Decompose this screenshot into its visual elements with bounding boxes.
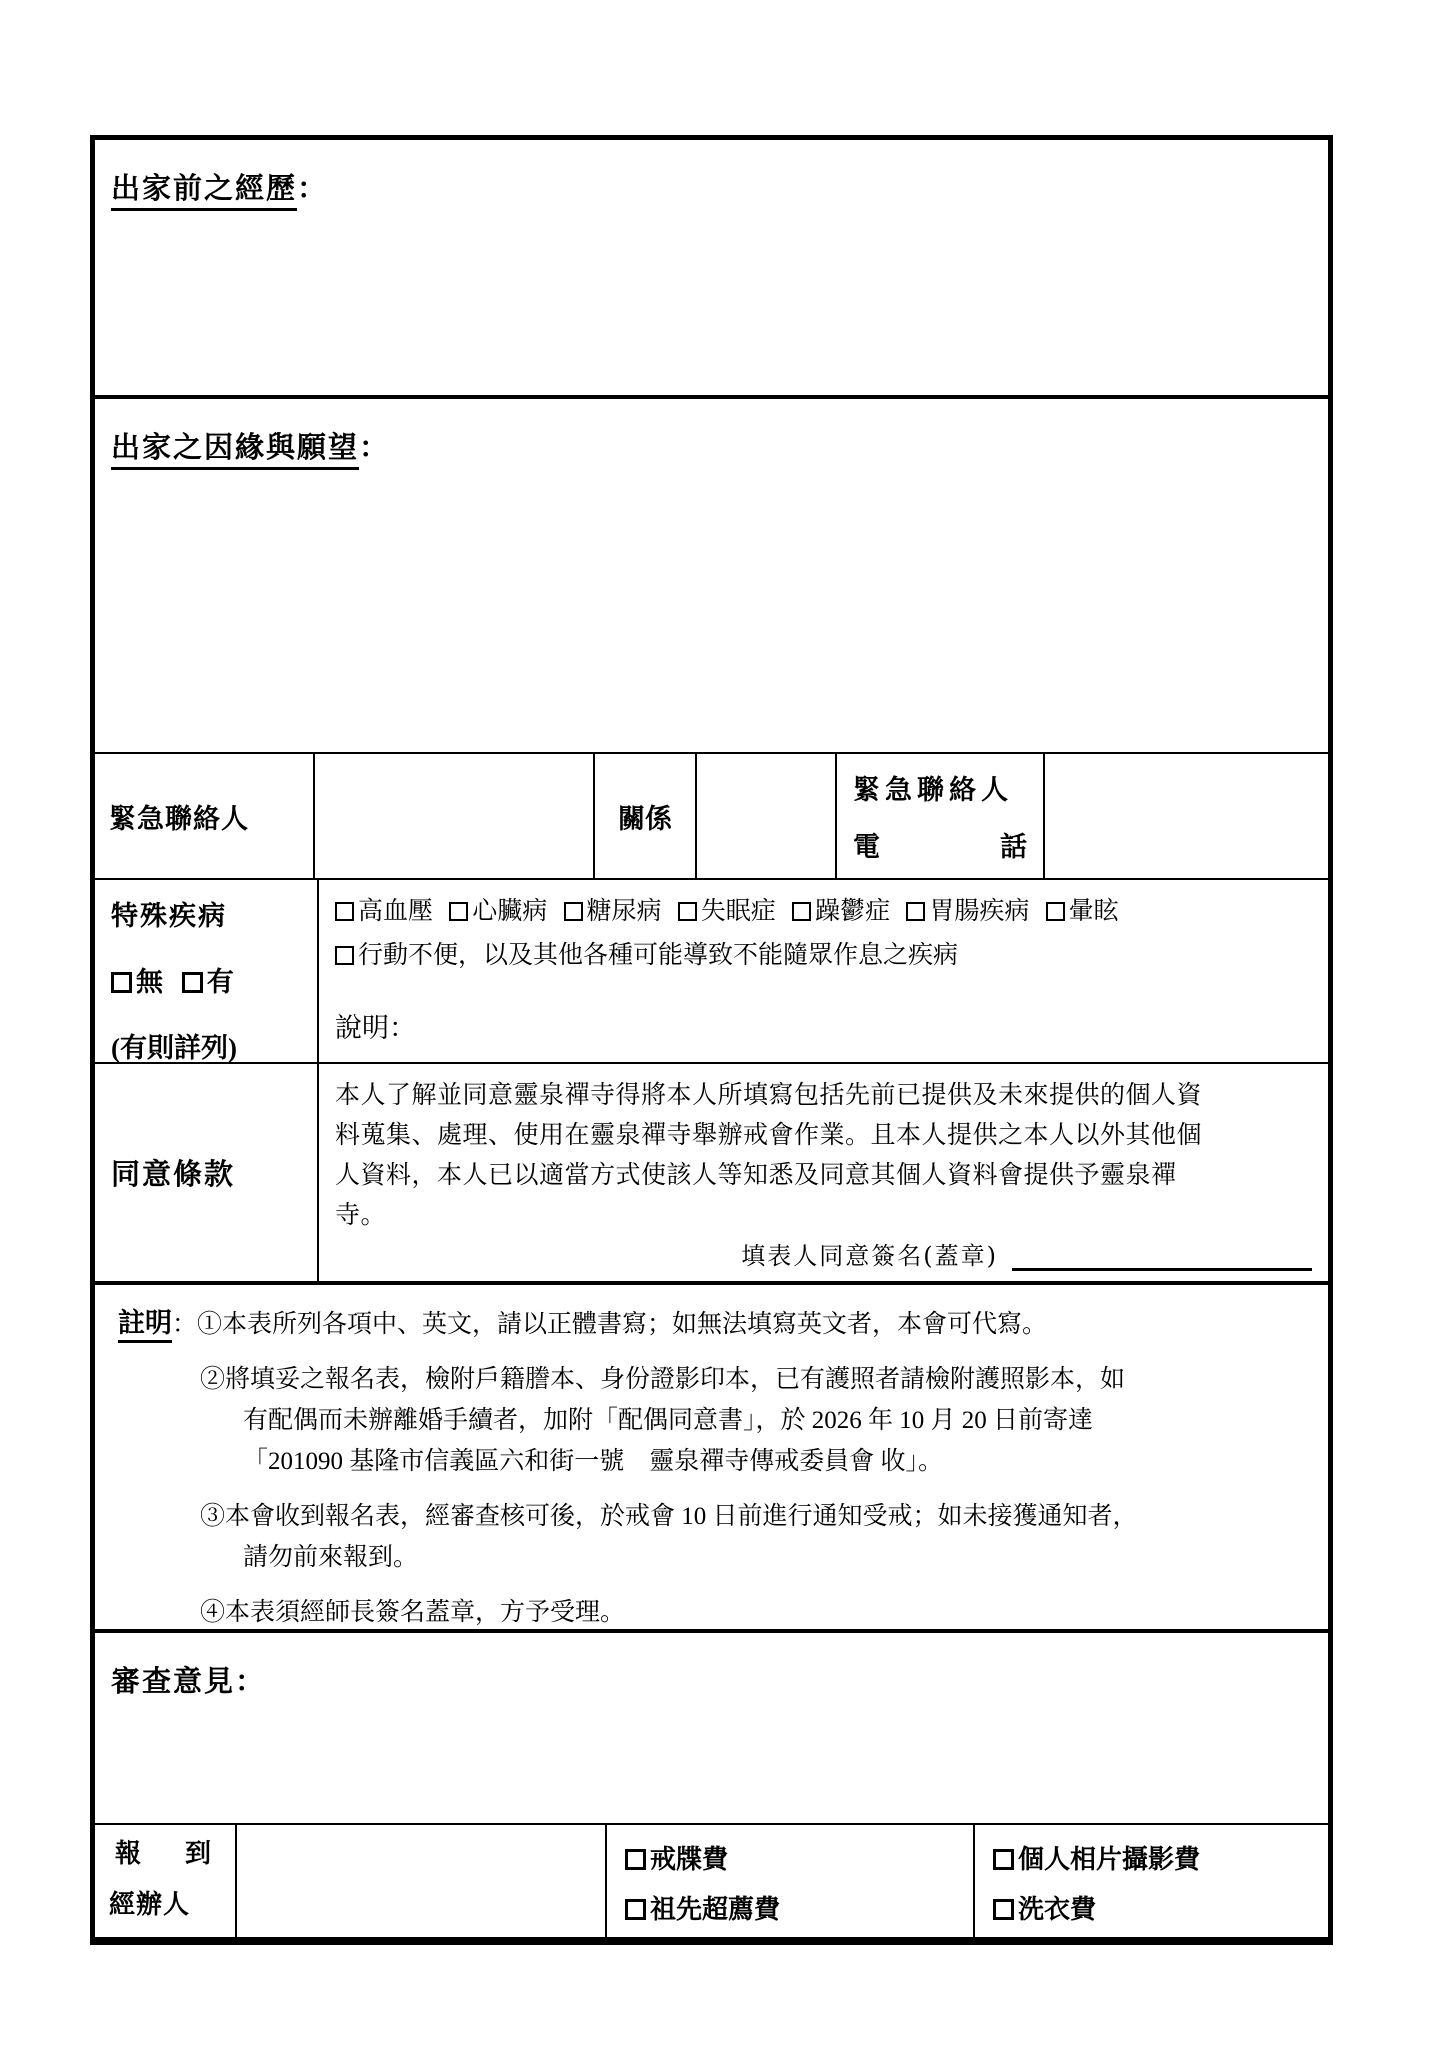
disease-item-label: 糖尿病 [586,897,662,925]
phone-label-line1: 緊急聯絡人 [853,775,1013,806]
note-item-2-line-1: ②將填妥之報名表，檢附戶籍謄本、身份證影印本，已有護照者請檢附護照影本，如 [200,1365,1126,1393]
checkbox-bipolar-disorder[interactable] [792,902,811,921]
checkbox-gastrointestinal[interactable] [906,902,925,921]
signature-label: 填表人同意簽名(蓋章) [741,1241,998,1270]
checkbox-insomnia[interactable] [678,902,697,921]
disease-explain-field[interactable] [335,1006,1328,1045]
disease-has-label: 有 [206,966,234,997]
note-item-2-line-3: 「201090 基隆市信義區六和街一號 靈泉禪寺傳戒委員會 收」。 [243,1447,944,1475]
colon: ： [235,1665,267,1698]
disease-detail-note: (有則詳列) [111,1032,237,1063]
fee-label: 祖先超薦費 [650,1894,781,1924]
fee-line [993,1885,1328,1935]
checkin-operator-label [95,1825,235,1937]
colon: ： [359,431,391,464]
checkbox-disease-none[interactable] [111,972,132,993]
consent-terms-row [95,1062,1328,1281]
review-opinion-title [111,1659,1328,1700]
ordination-aspiration-label: 出家之因緣與願望 [111,432,359,470]
fee-line [625,1885,973,1935]
checkbox-ancestor-ceremony-fee[interactable] [625,1899,646,1920]
emergency-contact-row [95,752,1328,877]
fee-label: 洗衣費 [1018,1894,1097,1924]
checkbox-diabetes[interactable] [564,902,583,921]
special-disease-row [95,878,1328,1062]
disease-item-label: 高血壓 [358,897,434,925]
disease-item-label: 躁鬱症 [815,897,891,925]
checkin-label-line2: 經辦人 [109,1889,191,1919]
pre-ordination-experience-title [111,166,1328,207]
review-opinion-label: 審查意見 [111,1665,236,1698]
phone-char-first: 電 [853,832,880,863]
checkbox-heart-disease[interactable] [449,902,468,921]
fee-label: 個人相片攝影費 [1018,1844,1201,1874]
signature-row [335,1236,1318,1271]
note-item-3-line-2: 請勿前來報到。 [243,1543,419,1571]
checkbox-disease-has[interactable] [182,972,203,993]
checkbox-personal-photo-fee[interactable] [993,1849,1014,1870]
checkbox-vertigo[interactable] [1046,902,1065,921]
checkin-row [95,1823,1328,1937]
checkin-char-first: 報 [115,1838,142,1868]
fees-column-2 [973,1825,1328,1937]
section-pre-ordination-experience[interactable] [95,140,1328,395]
note-item-4: ④本表須經師長簽名蓋章，方予受理。 [200,1598,626,1626]
disease-item-label: 暈眩 [1068,897,1119,925]
section-review-opinion[interactable] [95,1629,1328,1823]
phone-char-last: 話 [1000,832,1027,863]
disease-other-label: 行動不便，以及其他各種可能導致不能隨眾作息之疾病 [358,941,959,969]
fee-label: 戒牒費 [650,1844,729,1874]
disease-item-label: 心臟病 [472,897,548,925]
note-item-2-line-2: 有配偶而未辦離婚手續者，加附「配偶同意書」，於 2026 年 10 月 20 日前寄達 [243,1406,1094,1434]
note-item-3-line-1: ③本會收到報名表，經審查核可後，於戒會 10 日前進行通知受戒；如未接獲通知者， [200,1502,1138,1530]
section-ordination-aspiration[interactable] [95,395,1328,753]
disease-item-label: 失眠症 [700,897,776,925]
consent-terms-label: 同意條款 [111,1158,236,1191]
notes-section [95,1281,1328,1629]
note-1-text: ①本表所列各項中、英文，請以正體書寫；如無法填寫英文者，本會可代寫。 [197,1310,1048,1338]
notes-title-label: 註明 [118,1308,172,1343]
special-disease-label-cell [95,880,317,1062]
consent-text-line: 人資料，本人已以適當方式使該人等知悉及同意其個人資料會提供予靈泉禪 [335,1161,1177,1189]
disease-item-label: 胃腸疾病 [929,897,1030,925]
pre-ordination-experience-label: 出家前之經歷 [111,173,297,211]
emergency-contact-phone-label [835,754,1043,877]
checkin-char-last: 到 [184,1838,211,1868]
emergency-contact-label: 緊急聯絡人 [109,803,249,834]
disease-explain-label: 說明： [335,1012,416,1043]
emergency-contact-phone-field[interactable] [1043,754,1328,877]
disease-none-label: 無 [136,966,163,997]
disease-checkbox-list [335,890,1328,978]
emergency-contact-name-field[interactable] [313,754,593,877]
fee-line [625,1835,973,1885]
consent-text-line: 本人了解並同意靈泉禪寺得將本人所填寫包括先前已提供及未來提供的個人資 [335,1081,1203,1109]
checkbox-mobility-impairment[interactable] [335,946,354,965]
colon: ： [172,1310,198,1338]
relation-field[interactable] [695,754,835,877]
consent-text-line: 寺。 [335,1201,387,1229]
checkbox-ordination-certificate-fee[interactable] [625,1849,646,1870]
disease-none-has-line [111,960,317,999]
signature-line-field[interactable] [1012,1261,1312,1271]
special-disease-content-cell [317,880,1328,1062]
special-disease-title: 特殊疾病 [111,900,227,931]
phone-label-line2 [853,825,1027,864]
form-table [90,135,1333,1945]
consent-terms-content [317,1064,1328,1281]
checkin-label-line1 [115,1833,211,1870]
note-item-1 [118,1303,1314,1345]
checkbox-hypertension[interactable] [335,902,354,921]
consent-text-line: 料蒐集、處理、使用在靈泉禪寺舉辦戒會作業。且本人提供之本人以外其他個 [335,1121,1203,1149]
fee-line [993,1835,1328,1885]
colon: ： [297,173,329,205]
ordination-aspiration-title [111,425,1328,466]
relation-label: 關係 [593,754,695,877]
checkin-operator-field[interactable] [235,1825,605,1937]
fees-column-1 [605,1825,973,1937]
checkbox-laundry-fee[interactable] [993,1899,1014,1920]
